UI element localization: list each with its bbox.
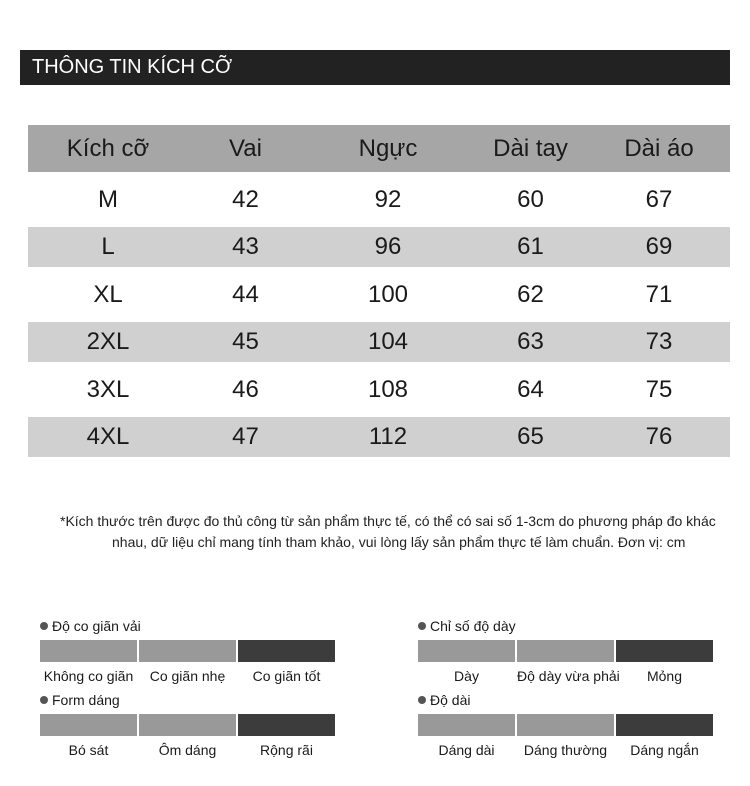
scale-bars — [40, 714, 335, 736]
length-scale — [418, 690, 713, 758]
table-cell: 64 — [517, 375, 544, 403]
table-cell: 42 — [232, 185, 259, 213]
table-cell: 108 — [367, 375, 409, 403]
table-cell: L — [101, 233, 115, 260]
bullet-icon — [40, 696, 48, 704]
header-chest: Ngực — [358, 134, 418, 162]
table-row — [28, 322, 730, 362]
scale-bar — [40, 714, 137, 736]
scale-bars — [418, 714, 713, 736]
scale-label: Bó sát — [68, 742, 109, 758]
scale-label: Co giãn nhẹ — [149, 668, 226, 684]
note-line-2: nhau, dữ liệu chỉ mang tính tham khảo, vui lòng lấy sản phẩm thực tế làm chuẩn. Đơn vị: cm — [112, 534, 686, 550]
bullet-icon — [418, 696, 426, 704]
header-sleeve: Dài tay — [493, 134, 568, 162]
fit-scale — [40, 690, 335, 758]
scale-bar — [139, 640, 236, 662]
thickness-scale — [418, 616, 713, 684]
table-cell: 76 — [645, 423, 673, 450]
scale-label: Dáng ngắn — [630, 742, 699, 758]
scale-title: Chỉ số độ dày — [430, 618, 516, 634]
note-line-1: *Kích thước trên được đo thủ công từ sản phẩm thực tế, có thể có sai số 1-3cm do phương pháp đo khác — [60, 513, 716, 529]
table-cell: 65 — [517, 423, 544, 450]
scale-label: Dày — [454, 668, 479, 684]
table-cell: 46 — [232, 375, 259, 403]
table-cell: 43 — [232, 233, 259, 260]
table-cell: 44 — [232, 280, 259, 308]
bullet-icon — [418, 622, 426, 630]
scale-bar-selected — [616, 714, 713, 736]
scale-bar-selected — [238, 640, 335, 662]
scale-bar — [517, 640, 614, 662]
section-title: THÔNG TIN KÍCH CỠ — [20, 50, 730, 85]
scale-bar-selected — [616, 640, 713, 662]
table-cell: 73 — [645, 328, 673, 355]
table-header — [28, 125, 730, 172]
scale-bars — [40, 640, 335, 662]
scale-bars — [418, 640, 713, 662]
table-cell: 47 — [232, 423, 259, 450]
table-cell: 2XL — [86, 328, 130, 355]
scale-label: Ôm dáng — [158, 742, 217, 758]
scale-title: Độ co giãn vải — [52, 618, 141, 634]
table-cell: M — [98, 185, 118, 213]
elasticity-scale — [40, 616, 335, 684]
scale-bar-selected — [238, 714, 335, 736]
measurement-note — [60, 511, 730, 553]
table-cell: 63 — [517, 328, 544, 355]
table-row — [28, 362, 730, 417]
table-cell: 62 — [517, 280, 544, 308]
header-length: Dài áo — [624, 134, 694, 162]
table-cell: 45 — [232, 328, 259, 355]
table-cell: 60 — [517, 185, 544, 213]
scale-label: Mỏng — [646, 668, 683, 684]
scale-title: Độ dài — [430, 692, 471, 708]
table-cell: 3XL — [86, 375, 130, 403]
scale-label: Độ dày vừa phải — [517, 668, 620, 684]
table-cell: 69 — [645, 233, 673, 260]
scale-label: Co giãn tốt — [252, 668, 321, 684]
table-cell: 92 — [374, 185, 402, 213]
table-cell: 100 — [367, 280, 409, 308]
scale-label: Không co giãn — [43, 668, 134, 684]
table-row — [28, 267, 730, 322]
bullet-icon — [40, 622, 48, 630]
table-cell: 104 — [367, 328, 409, 355]
scale-bar — [418, 714, 515, 736]
header-size: Kích cỡ — [66, 134, 150, 162]
scale-label: Rộng rãi — [260, 742, 313, 758]
scale-bar — [139, 714, 236, 736]
scale-bar — [418, 640, 515, 662]
size-table — [28, 125, 730, 457]
table-cell: 67 — [645, 185, 673, 213]
scale-label: Dáng thường — [523, 742, 608, 758]
scale-label: Dáng dài — [438, 742, 495, 758]
scale-bar — [517, 714, 614, 736]
table-cell: 96 — [374, 233, 402, 260]
table-row — [28, 227, 730, 267]
table-cell: 4XL — [86, 423, 130, 450]
table-cell: XL — [93, 280, 123, 308]
table-cell: 75 — [645, 375, 673, 403]
table-row — [28, 172, 730, 227]
table-row — [28, 417, 730, 457]
table-cell: 61 — [517, 233, 544, 260]
scale-title: Form dáng — [52, 692, 120, 708]
header-shoulder: Vai — [229, 134, 262, 162]
scale-bar — [40, 640, 137, 662]
table-cell: 71 — [645, 280, 673, 308]
table-cell: 112 — [368, 423, 408, 450]
